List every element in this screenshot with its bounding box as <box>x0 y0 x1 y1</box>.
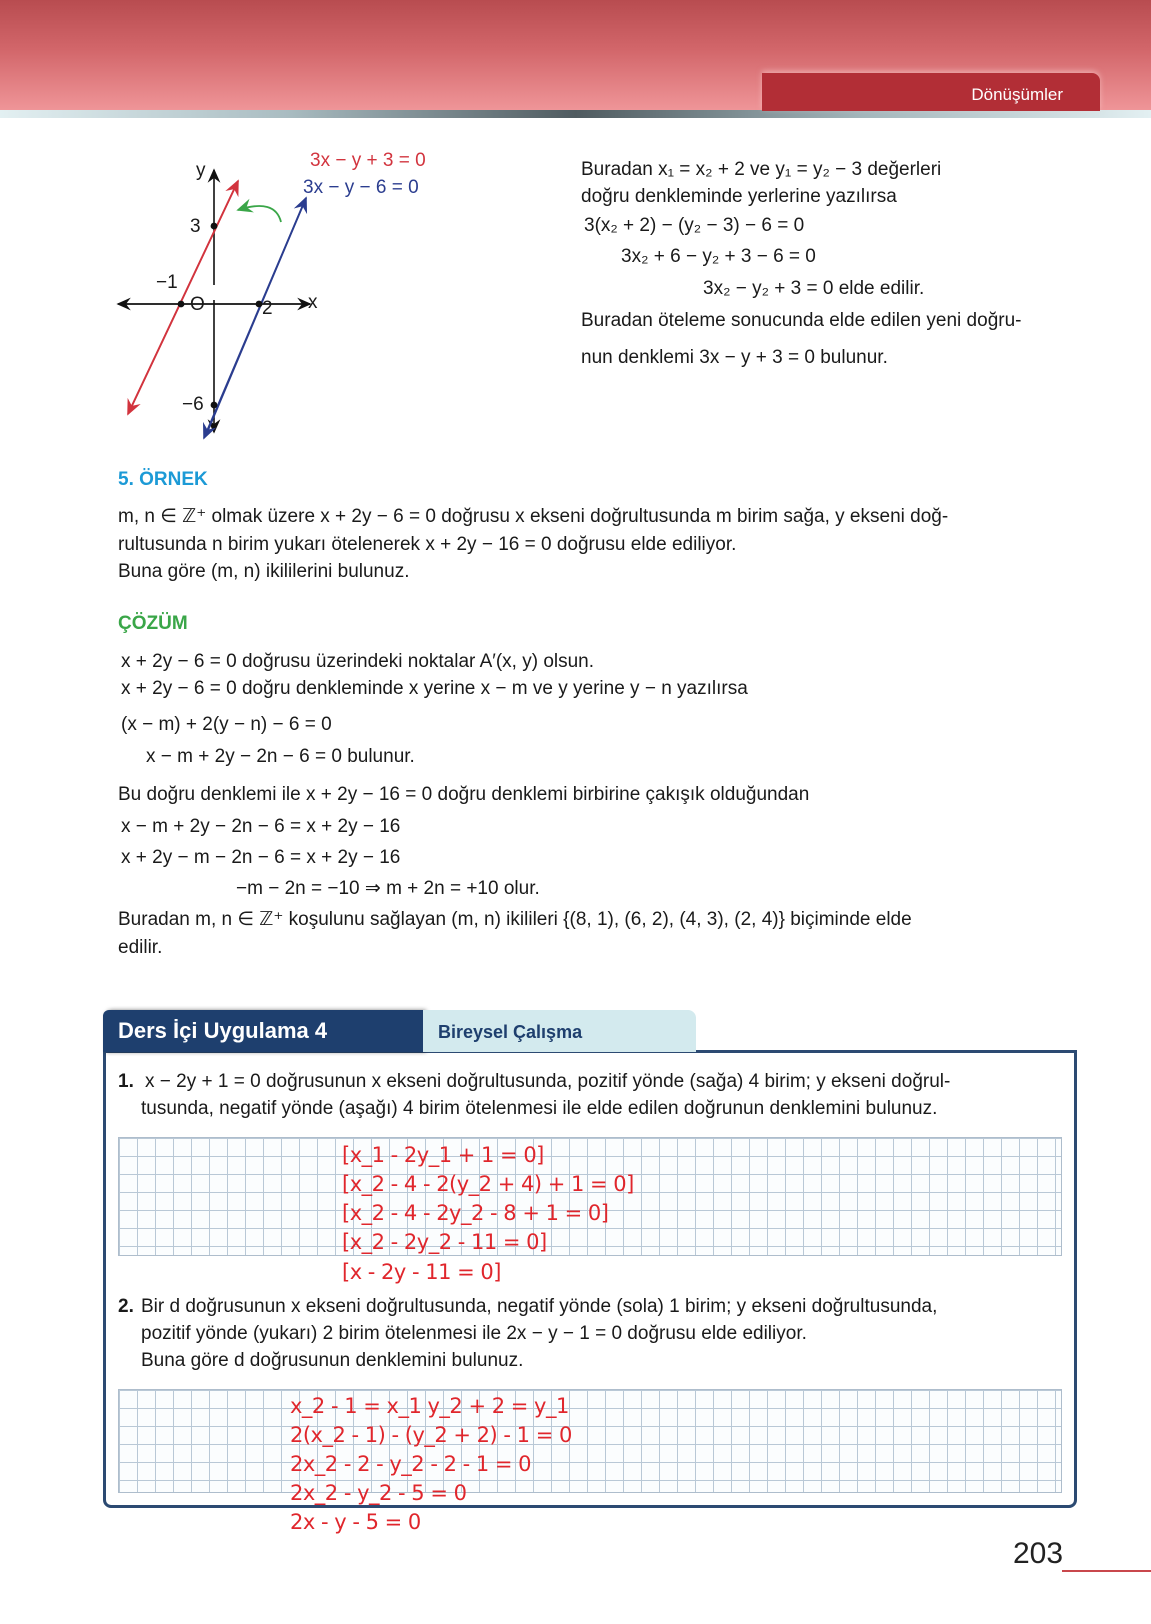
example-line-2: rultusunda n birim yukarı ötelenerek x + 2y − 16 = 0 doğrusu elde ediliyor. <box>118 534 737 555</box>
solution-line: x + 2y − m − 2n − 6 = x + 2y − 16 <box>121 847 401 868</box>
tick-y-neg6: −6 <box>182 394 204 415</box>
answer-1-line: [x - 2y - 11 = 0] <box>342 1260 501 1284</box>
question-2-line-3: Buna göre d doğrusunun denklemini bulunuz. <box>141 1350 524 1371</box>
solution-line: Buradan m, n ∈ ℤ⁺ koşulunu sağlayan (m, n) ikilileri {(8, 1), (6, 2), (4, 3), (2, 4)} biçiminde elde <box>118 909 912 930</box>
question-1-line-2: tusunda, negatif yönde (aşağı) 4 birim ötelenmesi ile elde edilen doğrunun denklemini bulunuz. <box>141 1098 938 1119</box>
page-number: 203 <box>1013 1537 1064 1570</box>
chapter-title: Dönüşümler <box>971 85 1063 104</box>
red-line-label: 3x − y + 3 = 0 <box>310 150 426 171</box>
derivation-eq-2: 3x₂ + 6 − y₂ + 3 − 6 = 0 <box>621 246 816 267</box>
answer-grid-2[interactable] <box>118 1389 1062 1493</box>
x-axis-label: x <box>308 292 318 313</box>
header-divider-strip <box>0 110 1151 118</box>
answer-1-line: [x_1 - 2y_1 + 1 = 0] <box>342 1143 544 1167</box>
answer-1-line: [x_2 - 4 - 2(y_2 + 4) + 1 = 0] <box>342 1172 634 1196</box>
solution-line: edilir. <box>118 937 163 958</box>
solution-line: x + 2y − 6 = 0 doğru denkleminde x yerine x − m ve y yerine y − n yazılırsa <box>121 678 748 699</box>
example-title: 5. ÖRNEK <box>118 469 208 490</box>
answer-1-line: [x_2 - 4 - 2y_2 - 8 + 1 = 0] <box>342 1201 609 1225</box>
translation-arrow-icon <box>238 206 281 222</box>
example-line-1: m, n ∈ ℤ⁺ olmak üzere x + 2y − 6 = 0 doğrusu x ekseni doğrultusunda m birim sağa, y ekseni doğ- <box>118 506 949 527</box>
question-1-line-1: x − 2y + 1 = 0 doğrusunun x ekseni doğrultusunda, pozitif yönde (sağa) 4 birim; y ekseni doğrul- <box>145 1071 951 1092</box>
answer-2-line: 2x - y - 5 = 0 <box>290 1510 421 1534</box>
derivation-line-4: nun denklemi 3x − y + 3 = 0 bulunur. <box>581 347 888 368</box>
example-line-3: Buna göre (m, n) ikililerini bulunuz. <box>118 561 410 582</box>
question-2-line-1: Bir d doğrusunun x ekseni doğrultusunda, negatif yönde (sola) 1 birim; y ekseni doğrultusunda, <box>141 1296 938 1317</box>
answer-2-line: x_2 - 1 = x_1 y_2 + 2 = y_1 <box>290 1394 569 1418</box>
answer-2-line: 2x_2 - 2 - y_2 - 2 - 1 = 0 <box>290 1452 532 1476</box>
solution-line: Bu doğru denklemi ile x + 2y − 16 = 0 doğru denklemi birbirine çakışık olduğundan <box>118 784 810 805</box>
tick-x-2: 2 <box>262 298 273 319</box>
answer-2-line: 2x_2 - y_2 - 5 = 0 <box>290 1481 467 1505</box>
question-1-number: 1. <box>118 1071 134 1092</box>
solution-title: ÇÖZÜM <box>118 613 188 634</box>
answer-2-line: 2(x_2 - 1) - (y_2 + 2) - 1 = 0 <box>290 1423 572 1447</box>
exercise-tab-label: Bireysel Çalışma <box>438 1022 583 1042</box>
derivation-line-3: Buradan öteleme sonucunda elde edilen yeni doğru- <box>581 310 1022 331</box>
answer-1-line: [x_2 - 2y_2 - 11 = 0] <box>342 1230 547 1254</box>
solution-line: x − m + 2y − 2n − 6 = x + 2y − 16 <box>121 816 401 837</box>
question-2-line-2: pozitif yönde (yukarı) 2 birim ötelenmesi ile 2x − y − 1 = 0 doğrusu elde ediliyor. <box>141 1323 807 1344</box>
solution-line: x + 2y − 6 = 0 doğrusu üzerindeki noktalar A′(x, y) olsun. <box>121 651 595 672</box>
solution-line: x − m + 2y − 2n − 6 = 0 bulunur. <box>146 746 415 767</box>
y-axis-label: y <box>196 160 206 181</box>
derivation-line-2: doğru denkleminde yerlerine yazılırsa <box>581 186 897 207</box>
tick-x-neg1: −1 <box>156 272 178 293</box>
origin-label: O <box>190 294 205 315</box>
solution-line: (x − m) + 2(y − n) − 6 = 0 <box>121 714 332 735</box>
exercise-tab <box>423 1010 696 1052</box>
chapter-tab <box>762 73 1100 111</box>
derivation-eq-3: 3x₂ − y₂ + 3 = 0 elde edilir. <box>703 278 925 299</box>
tick-y-3: 3 <box>190 216 201 237</box>
exercise-title: Ders İçi Uygulama 4 <box>118 1018 328 1043</box>
blue-line-label: 3x − y − 6 = 0 <box>303 177 419 198</box>
solution-line: −m − 2n = −10 ⇒ m + 2n = +10 olur. <box>236 878 540 899</box>
question-2-number: 2. <box>118 1296 134 1317</box>
page-number-rule <box>1062 1570 1151 1572</box>
exercise-title-banner <box>103 1010 423 1052</box>
derivation-line-1: Buradan x₁ = x₂ + 2 ve y₁ = y₂ − 3 değerleri <box>581 159 942 180</box>
derivation-eq-1: 3(x₂ + 2) − (y₂ − 3) − 6 = 0 <box>584 215 805 236</box>
coordinate-graph <box>110 150 450 440</box>
